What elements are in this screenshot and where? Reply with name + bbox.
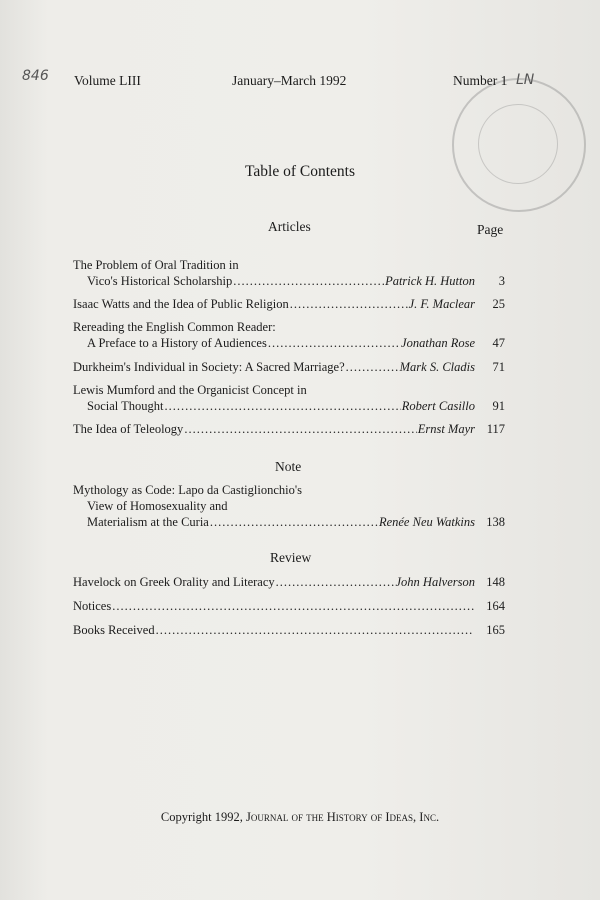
dot-leader <box>156 622 474 638</box>
toc-entry-article[interactable] <box>73 421 505 437</box>
volume-label: Volume LIII <box>74 73 141 88</box>
entry-title-line: View of Homosexuality and <box>87 499 228 513</box>
page-title: Table of Contents <box>245 163 355 180</box>
toc-entry-article[interactable] <box>73 296 505 312</box>
entry-title-line: Social Thought <box>87 399 164 413</box>
articles-heading: Articles <box>268 219 311 234</box>
entry-page: 164 <box>486 599 505 613</box>
entry-author: Renée Neu Watkins <box>378 515 475 529</box>
toc-entry-article[interactable] <box>73 257 505 289</box>
entry-page: 138 <box>486 515 505 529</box>
pencil-annotation: 846 <box>22 68 49 84</box>
entry-page: 25 <box>492 297 505 311</box>
issue-number: Number 1 <box>453 73 508 88</box>
entry-title-line: The Problem of Oral Tradition in <box>73 258 239 272</box>
copyright-publisher: Journal of the History of Ideas, Inc. <box>246 810 440 824</box>
toc-entry-article[interactable] <box>73 359 505 375</box>
entry-page: 148 <box>486 575 505 589</box>
entry-author: Patrick H. Hutton <box>385 274 475 288</box>
entry-title-line: Notices <box>73 599 112 613</box>
review-heading: Review <box>270 550 312 565</box>
entry-title-line: Vico's Historical Scholarship <box>87 274 233 288</box>
entry-page: 47 <box>492 336 505 350</box>
entry-title-line: Rereading the English Common Reader: <box>73 320 276 334</box>
entry-author: Mark S. Cladis <box>399 360 475 374</box>
entry-page: 3 <box>498 274 505 288</box>
copyright-line <box>0 810 600 825</box>
entry-author: John Halverson <box>395 575 475 589</box>
dot-leader <box>233 273 384 289</box>
entry-page: 117 <box>486 422 505 436</box>
dot-leader <box>184 421 416 437</box>
dot-leader <box>165 398 401 414</box>
entry-title-line: A Preface to a History of Audiences <box>87 336 267 350</box>
entry-page: 91 <box>492 399 505 413</box>
dot-leader <box>346 359 399 375</box>
dot-leader <box>268 335 400 351</box>
entry-title-line: Mythology as Code: Lapo da Castiglionchio's <box>73 483 302 497</box>
entry-author: Ernst Mayr <box>417 422 475 436</box>
issue-date: January–March 1992 <box>232 73 347 88</box>
entry-author: Robert Casillo <box>401 399 475 413</box>
toc-entry-article[interactable] <box>73 382 505 414</box>
toc-entry-article[interactable] <box>73 319 505 351</box>
entry-title-line: Havelock on Greek Orality and Literacy <box>73 575 275 589</box>
entry-author: Jonathan Rose <box>401 336 475 350</box>
entry-title-line: Durkheim's Individual in Society: A Sacred Marriage? <box>73 360 345 374</box>
entry-title-line: The Idea of Teleology <box>73 422 184 436</box>
dot-leader <box>290 296 408 312</box>
copyright-prefix: Copyright 1992, <box>160 810 243 824</box>
entry-title-line: Lewis Mumford and the Organicist Concept in <box>73 383 307 397</box>
dot-leader <box>276 574 395 590</box>
note-heading: Note <box>275 459 302 474</box>
dot-leader <box>112 598 474 614</box>
entry-page: 71 <box>492 360 505 374</box>
entry-author: J. F. Maclear <box>408 297 475 311</box>
entry-page: 165 <box>486 623 505 637</box>
toc-entry-review[interactable] <box>73 574 505 590</box>
toc-entry-notices[interactable] <box>73 598 505 614</box>
entry-title-line: Materialism at the Curia <box>87 515 209 529</box>
page-column-heading: Page <box>477 222 504 237</box>
entry-title-line: Books Received <box>73 623 155 637</box>
pencil-initials: LN <box>516 72 535 88</box>
entry-title-line: Isaac Watts and the Idea of Public Religion <box>73 297 289 311</box>
dot-leader <box>210 514 378 530</box>
toc-entry-note[interactable] <box>73 482 505 530</box>
toc-entry-books-received[interactable] <box>73 622 505 638</box>
library-stamp-icon <box>452 78 586 212</box>
